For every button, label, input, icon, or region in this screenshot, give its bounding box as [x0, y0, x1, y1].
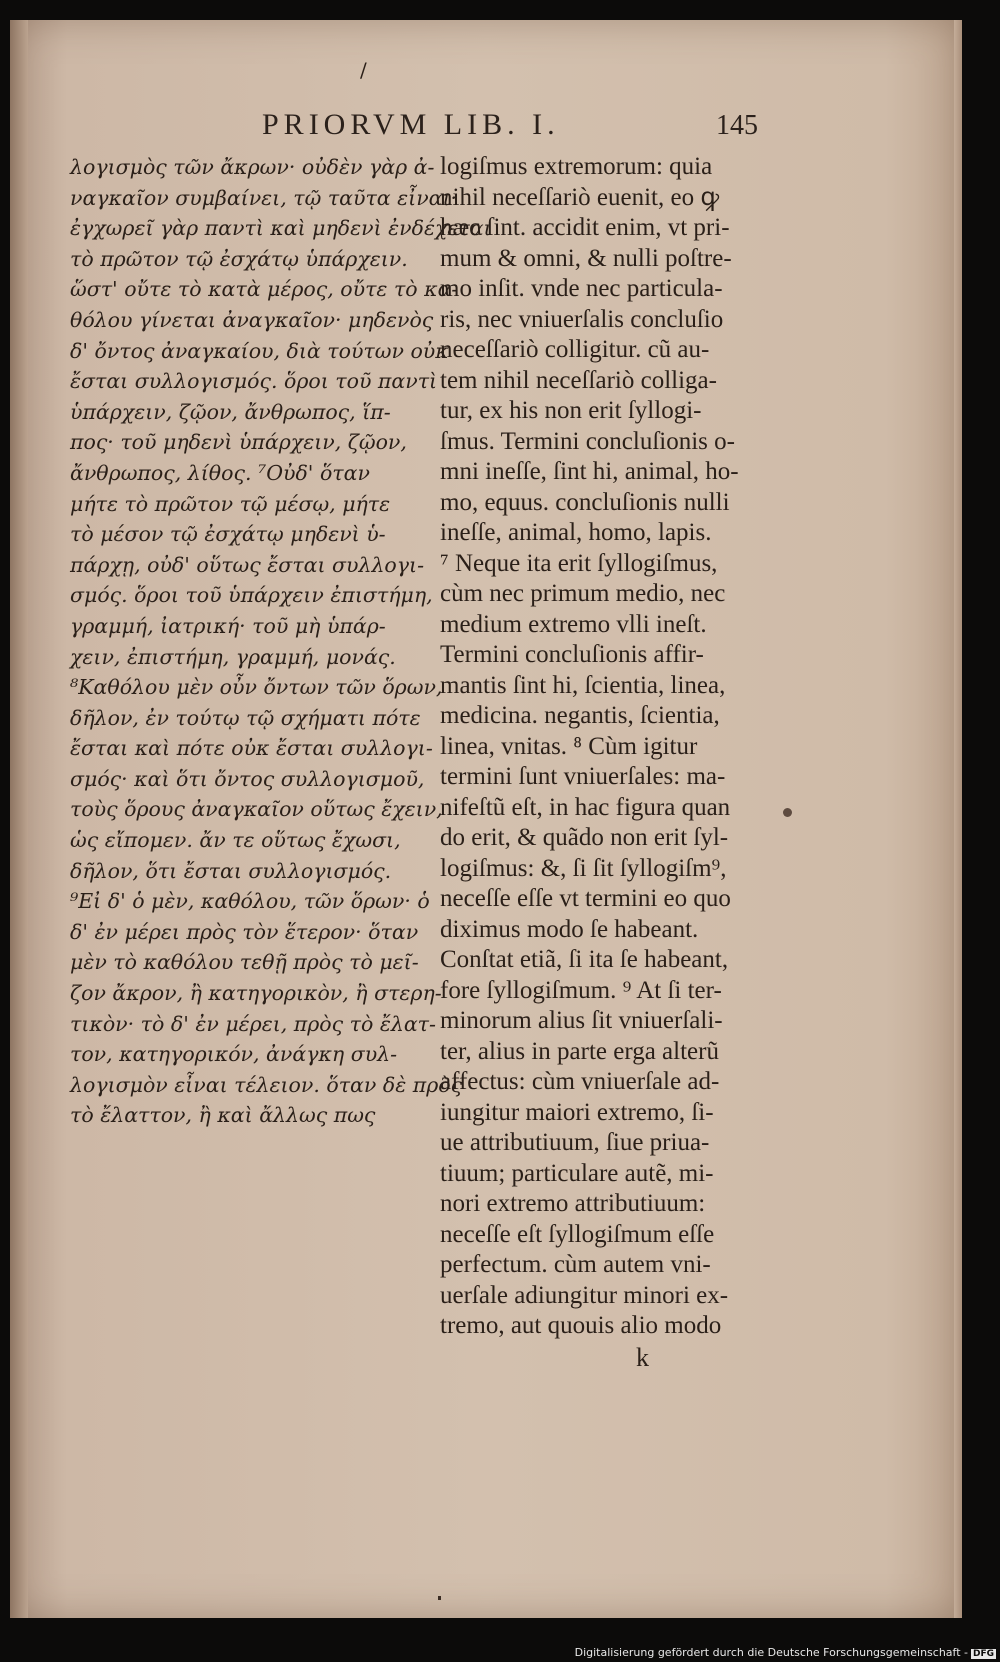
greek-text-line: τὸ μέσον τῷ ἐσχάτῳ μηδενὶ ὑ- [70, 522, 386, 547]
page-binding-edge [10, 20, 28, 1618]
latin-text-line: neceſſe eſt ſyllogiſmum eſſe [440, 1220, 715, 1248]
latin-text-line: ineſſe, animal, homo, lapis. [440, 519, 712, 546]
greek-text-line: θόλου γίνεται ἀναγκαῖον· μηδενὸς [70, 307, 434, 332]
latin-text-line: minorum alius ſit vniuerſali- [440, 1007, 723, 1034]
ink-spot [783, 808, 792, 817]
greek-text-line: ⁸Καθόλου μὲν οὖν ὄντων τῶν ὅρων, [70, 675, 443, 700]
greek-text-line: ἄνθρωπος, λίθος. ⁷Οὐδ' ὅταν [70, 460, 370, 485]
greek-text-line: δῆλον, ἐν τούτῳ τῷ σχήματι πότε [70, 705, 421, 730]
latin-text-line: tiuum; particulare autẽ, mi- [440, 1159, 714, 1187]
greek-text-line: πάρχῃ, οὐδ' οὕτως ἔσται συλλογι- [70, 552, 424, 577]
greek-text-line: μήτε τὸ πρῶτον τῷ μέσῳ, μήτε [70, 491, 391, 516]
greek-text-line: δῆλον, ὅτι ἔσται συλλογισμός. [70, 858, 392, 883]
greek-text-line: λογισμὸν εἶναι τέλειον. ὅταν δὲ πρὸς [70, 1072, 463, 1097]
greek-text-line: πος· τοῦ μηδενὶ ὑπάρχειν, ζῷον, [70, 430, 407, 455]
top-mark: / [360, 58, 367, 82]
latin-text-line: ue attributiuum, ſiue priua- [440, 1129, 710, 1156]
latin-text-line: Termini concluſionis affir- [440, 641, 704, 668]
dfg-logo: DFG [972, 1649, 994, 1659]
greek-text-line: σμός. ὅροι τοῦ ὑπάρχειν ἐπιστήμη, [70, 583, 433, 608]
greek-text-line: ἔσται καὶ πότε οὐκ ἔσται συλλογι- [70, 736, 433, 761]
latin-text-line: cùm nec primum medio, nec [440, 580, 726, 607]
latin-text-line: perfectum. cùm autem vni- [440, 1251, 711, 1278]
greek-text-line: τον, κατηγορικόν, ἀνάγκη συλ- [70, 1042, 398, 1067]
greek-text-line: ναγκαῖον συμβαίνει, τῷ ταῦτα εἶναι· [70, 185, 458, 210]
latin-text-line: diximus modo ſe habeant. [440, 915, 699, 943]
latin-text-line: mo, equus. concluſionis nulli [440, 488, 730, 516]
greek-text-line: δ' ὄντος ἀναγκαίου, διὰ τούτων οὐκ [70, 338, 449, 363]
latin-text-line: ter, alius in parte erga alterũ [440, 1037, 719, 1065]
latin-text-line: mum & omni, & nulli poſtre- [440, 244, 732, 272]
latin-text-line: ris, nec vniuerſalis concluſio [440, 305, 724, 333]
latin-text-line: do erit, & quãdo non erit ſyl- [440, 824, 729, 851]
greek-text-line: τικὸν· τὸ δ' ἐν μέρει, πρὸς τὸ ἔλατ- [70, 1011, 436, 1036]
latin-text-line: nifeſtũ eſt, in hac figura quan [440, 793, 731, 821]
running-header: PRIORVM LIB. I. [262, 108, 560, 141]
latin-text-line: tem nihil neceſſariò colliga- [440, 366, 717, 394]
greek-text-column [70, 152, 492, 1131]
greek-text-line: σμός· καὶ ὅτι ὄντος συλλογισμοῦ, [70, 766, 425, 791]
latin-text-line: ⁷ Neque ita erit ſyllogiſmus, [440, 549, 718, 577]
latin-text-line: mni ineſſe, ſint hi, animal, ho- [440, 458, 739, 485]
greek-text-line: ὡς εἴπομεν. ἄν τε οὕτως ἔχωσι, [70, 828, 401, 853]
latin-text-line: nihil neceſſariò euenit, eo ꝙ [440, 183, 720, 211]
greek-text-line: ὑπάρχειν, ζῷον, ἄνθρωπος, ἵπ- [70, 399, 391, 424]
latin-text-line: nori extremo attributiuum: [440, 1190, 706, 1217]
greek-text-line: χειν, ἐπιστήμη, γραμμή, μονάς. [70, 644, 396, 669]
page-number: 145 [716, 110, 758, 141]
latin-text-line: logiſmus extremorum: quia [440, 153, 713, 180]
latin-text-line: medium extremo vlli ineſt. [440, 610, 707, 638]
greek-text-line: δ' ἐν μέρει πρὸς τὸν ἕτερον· ὅταν [70, 919, 419, 944]
ink-speck [438, 1596, 441, 1600]
latin-text-line: affectus: cùm vniuerſale ad- [440, 1068, 720, 1095]
signature-mark: k [636, 1343, 649, 1372]
greek-text-line: ἔσται συλλογισμός. ὅροι τοῦ παντὶ [70, 369, 438, 394]
greek-text-line: τὸ ἔλαττον, ἢ καὶ ἄλλως πως [70, 1103, 376, 1128]
greek-text-line: ἐγχωρεῖ γὰρ παντὶ καὶ μηδενὶ ἐνδέχεται [70, 216, 492, 241]
latin-text-line: neceſſariò colligitur. cũ au- [440, 336, 710, 363]
greek-text-line: ⁹Εἰ δ' ὁ μὲν, καθόλου, τῶν ὅρων· ὁ [70, 889, 430, 914]
greek-text-line: τοὺς ὅρους ἀναγκαῖον οὕτως ἔχειν, [70, 797, 443, 822]
latin-text-line: medicina. negantis, ſcientia, [440, 702, 720, 729]
credit-text: Digitalisierung gefördert durch die Deutsche Forschungsgemeinschaft - [574, 1646, 968, 1659]
latin-text-line: iungitur maiori extremo, ſi- [440, 1098, 714, 1126]
latin-text-line: logiſmus: &, ſi ſit ſyllogiſm⁹, [440, 854, 727, 882]
latin-text-line: linea, vnitas. ⁸ Cùm igitur [440, 732, 698, 760]
latin-text-line: Conſtat etiã, ſi ita ſe habeant, [440, 946, 729, 973]
latin-text-line: uerſale adiungitur minori ex- [440, 1281, 729, 1309]
greek-text-line: γραμμή, ἰατρική· τοῦ μὴ ὑπάρ- [70, 613, 386, 638]
greek-text-line: τὸ πρῶτον τῷ ἐσχάτῳ ὑπάρχειν. [70, 246, 408, 271]
latin-text-line: fore ſyllogiſmum. ⁹ At ſi ter- [440, 976, 722, 1004]
greek-text-line: μὲν τὸ καθόλου τεθῇ πρὸς τὸ μεῖ- [70, 950, 419, 975]
latin-text-line: tremo, aut quouis alio modo [440, 1312, 722, 1339]
greek-text-line: λογισμὸς τῶν ἄκρων· οὐδὲν γὰρ ἀ- [70, 155, 435, 179]
greek-text-line: ὥστ' οὔτε τὸ κατὰ μέρος, οὔτε τὸ κα- [70, 277, 459, 302]
latin-text-column [440, 152, 762, 1342]
latin-text-line: mo inſit. vnde nec particula- [440, 275, 723, 302]
latin-text-line: ſmus. Termini concluſionis o- [440, 427, 735, 455]
latin-text-line: neceſſe eſſe vt termini eo quo [440, 885, 731, 912]
latin-text-line: termini ſunt vniuerſales: ma- [440, 763, 726, 790]
latin-text-line: tur, ex his non erit ſyllogi- [440, 397, 702, 424]
digitization-credit [575, 1646, 996, 1659]
greek-text-line: ζον ἄκρον, ἢ κατηγορικὸν, ἢ στερη- [70, 981, 442, 1006]
page-right-edge [954, 20, 962, 1618]
latin-text-line: hæc ſint. accidit enim, vt pri- [440, 214, 730, 241]
latin-text-line: mantis ſint hi, ſcientia, linea, [440, 671, 726, 699]
